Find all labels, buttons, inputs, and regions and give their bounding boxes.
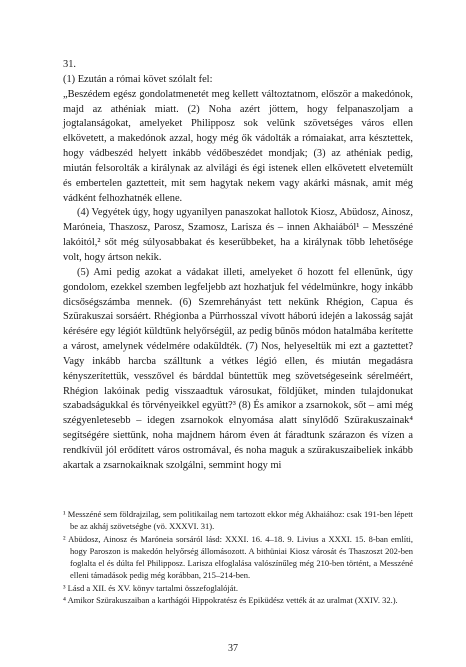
chapter-number: 31.	[63, 59, 76, 70]
footnote: ¹ Messzéné sem földrajzilag, sem politikailag nem tartozott ekkor még Akhaiához: csak 191-ben lépett be az akháj szövetségbe (vö. XXXVI. 31).	[63, 509, 413, 532]
main-text	[63, 58, 413, 474]
paragraph: „Beszédem egész gondolatmenetét meg kellett változtatnom, először a makedónok, majd az athéniak miatt. (2) Noha azért jöttem, hogy felpanaszoljam a jogtalanságokat, amelyeket Philipposz sok velünk szövetséges város ellen elkövetett, a makedónok azzal, hogy még ők vádolták a rómaiakat, arra késztettek, hogy vádbeszéd helyett inkább védőbeszédet mondjak; (3) az athéniak pedig, miután felsorolták a királynak az alvilági és égi istenek ellen elkövetett elvetemült és embertelen gaztetteit, mit sem hagytak nekem vagy akárki másnak, amit még vádként felhozhatnék ellene.	[63, 88, 413, 204]
paragraph: (5) Ami pedig azokat a vádakat illeti, amelyeket ő hozott fel ellenünk, úgy gondolom, ezekkel szemben legfeljebb azt hozhatjuk fel védelmünkre, hogy inkább dicsőségszámba mennek. (6) Szemrehányást tett nekünk Rhégion, Capua és Szürakuszai sorsáért. Rhégionba a Pürrhosszal vívott háború idején a lakosság saját kérésére egy légiót küldtünk helyőrségül, az pedig bűnös módon hatalmába kerítette a várost, amelynek védelmére odaküldték. (7) Nos, helyeseltük mi ezt a gaztettet? Vagy inkább harcba szálltunk a vétkes légió ellen, és miután megadásra kényszerítettük, vesszővel és bárddal büntettük meg szövetségeseink sérelméért, Rhégion lakóinak pedig visszaadtuk városukat, földjüket, minden tulajdonukat szabadságukkal és törvényeikkel együtt?³ (8) És amikor a zsarnokok, sőt – ami még szégyenletesebb – idegen zsarnokok elnyomása alatt sínylődő Szürakuszainak⁴ segítségére siettünk, noha majdnem három éven át fáradtunk szárazon és vízen a rendkívül jól erődített város ostromával, és noha maguk a szürakuszaibeliek inkább akartak a zsarnokaiknak szolgálni, semmint hogy mi	[63, 266, 413, 471]
page-number: 37	[228, 643, 238, 654]
footnote: ⁴ Amikor Szürakuszaiban a karthágói Hippokratész és Epiküdész vették át az uralmat (XXIV. 32.).	[63, 595, 398, 606]
footnote: ³ Lásd a XII. és XV. könyv tartalmi összefoglalóját.	[63, 582, 238, 593]
paragraph: (4) Vegyétek úgy, hogy ugyanilyen panaszokat hallotok Kiosz, Abüdosz, Ainosz, Maróneia, Thaszosz, Parosz, Szamosz, Larisza és – innen Akhaiából¹ – Messzéné lakóitól,² sőt még súlyosabbakat és keserűbbeket, ha a királynak több lehetősége volt, hogy ártson nekik.	[63, 207, 413, 263]
footnotes	[63, 508, 413, 607]
footnote: ² Abüdosz, Ainosz és Maróneia sorsáról lásd: XXXI. 16. 4–18. 9. Livius a XXXI. 15. 8-ban említi, hogy Paroszon is makedón helyőrség állomásozott. A bithüniai Kiosz városát és Thaszoszt 202-ben foglalta el és dúlta fel Philipposz. Larisza elfoglalása valószínűleg még 210-ben történt, a Messzéné elleni támadások pedig még korábban, 215–214-ben.	[63, 533, 413, 581]
paragraph: (1) Ezután a római követ szólalt fel:	[63, 73, 213, 85]
